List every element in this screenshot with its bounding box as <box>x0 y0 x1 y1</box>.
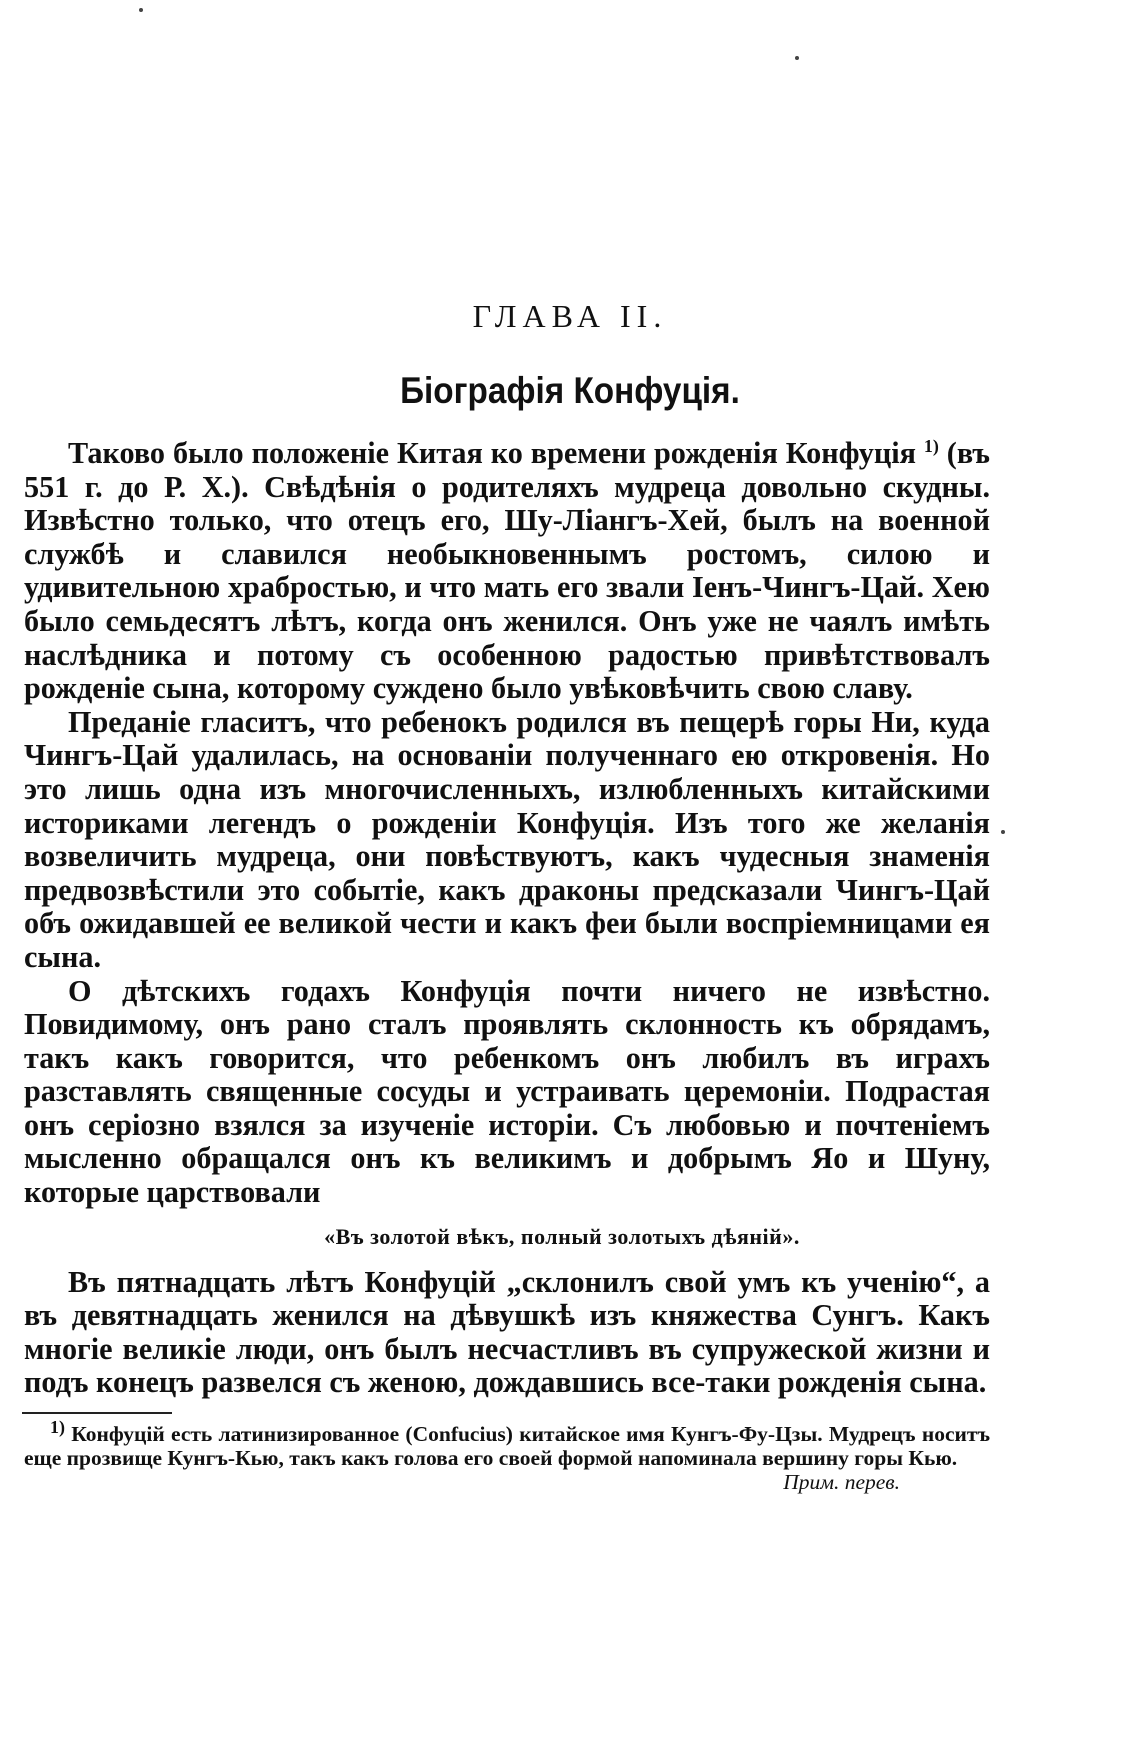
paragraph-2: Преданіе гласитъ, что ребенокъ родился въ пещерѣ горы Ни, куда Чингъ-Цай удалилась, на основаніи полученнаго ею откровенія. Но это лишь одна изъ многочисленныхъ, излюбленныхъ китайскими историками легендъ о рожденіи Конфуція. Изъ того же желанія возвеличить мудреца, они повѣствуютъ, какъ чудесныя знаменія предвозвѣстили это событіе, какъ драконы предсказали Чингъ-Цай объ ожидавшей ее великой чести и какъ феи были воспріемницами ея сына. <box>24 704 990 974</box>
footnote <box>24 1416 990 1494</box>
scan-speck <box>1001 830 1005 834</box>
paragraph-3: О дѣтскихъ годахъ Конфуція почти ничего не извѣстно. Повидимому, онъ рано сталъ проявлять склонность къ обрядамъ, такъ какъ говорится, что ребенкомъ онъ любилъ въ играхъ разставлять священные сосуды и устраивать церемоніи. Подрастая онъ серіозно взялся за изученіе исторіи. Съ любовью и почтеніемъ мысленно обращался онъ къ великимъ и добрымъ Яо и Шуну, которые царствовали <box>24 973 990 1210</box>
translator-note: Прим. перев. <box>783 1470 900 1494</box>
scan-speck <box>795 56 799 60</box>
paragraph-1-start: Таково было положеніе Китая ко времени рожденія Конфуція <box>68 436 924 470</box>
paragraph-1-rest: (въ 551 г. до Р. Х.). Свѣдѣнія о родителяхъ мудреца довольно скудны. Извѣстно только, что отецъ его, Шу-Ліангъ-Хей, былъ на военной службѣ и славился необыкновеннымъ ростомъ, силою и удивительною храбростью, и что мать его звали Іенъ-Чингъ-Цай. Хею было семьдесятъ лѣтъ, когда онъ женился. Онъ уже не чаялъ имѣть наслѣдника и потому съ особенною радостью привѣтствовалъ рожденіе сына, которому суждено было увѣковѣчить свою славу. <box>24 436 991 706</box>
verse-quote: «Въ золотой вѣкъ, полный золотыхъ дѣяній». <box>324 1223 800 1249</box>
scan-speck <box>139 8 143 12</box>
chapter-title: Біографія Конфуція. <box>400 370 740 411</box>
footnote-marker: 1) <box>50 1416 65 1437</box>
body-text <box>24 437 990 1400</box>
footnote-text: Конфуцій есть латинизированное (Confucius) китайское имя Кунгъ-Фу-Цзы. Мудрецъ носитъ еще прозвище Кунгъ-Кью, такъ какъ голова его своей формой напоминала вершину горы Кью. <box>24 1422 990 1470</box>
paragraph-4: Въ пятнадцать лѣтъ Конфуцій „склонилъ свой умъ къ ученію“, а въ девятнадцать женился на дѣвушкѣ изъ княжества Сунгъ. Какъ многіе великіе люди, онъ былъ несчастливъ въ супружеской жизни и подъ конецъ развелся съ женою, дождавшись все-таки рожденія сына. <box>24 1264 990 1400</box>
chapter-label: ГЛАВА II. <box>472 298 668 334</box>
footnote-divider <box>22 1412 172 1414</box>
footnote-reference: 1) <box>923 435 939 456</box>
paragraph-1 <box>24 437 990 706</box>
